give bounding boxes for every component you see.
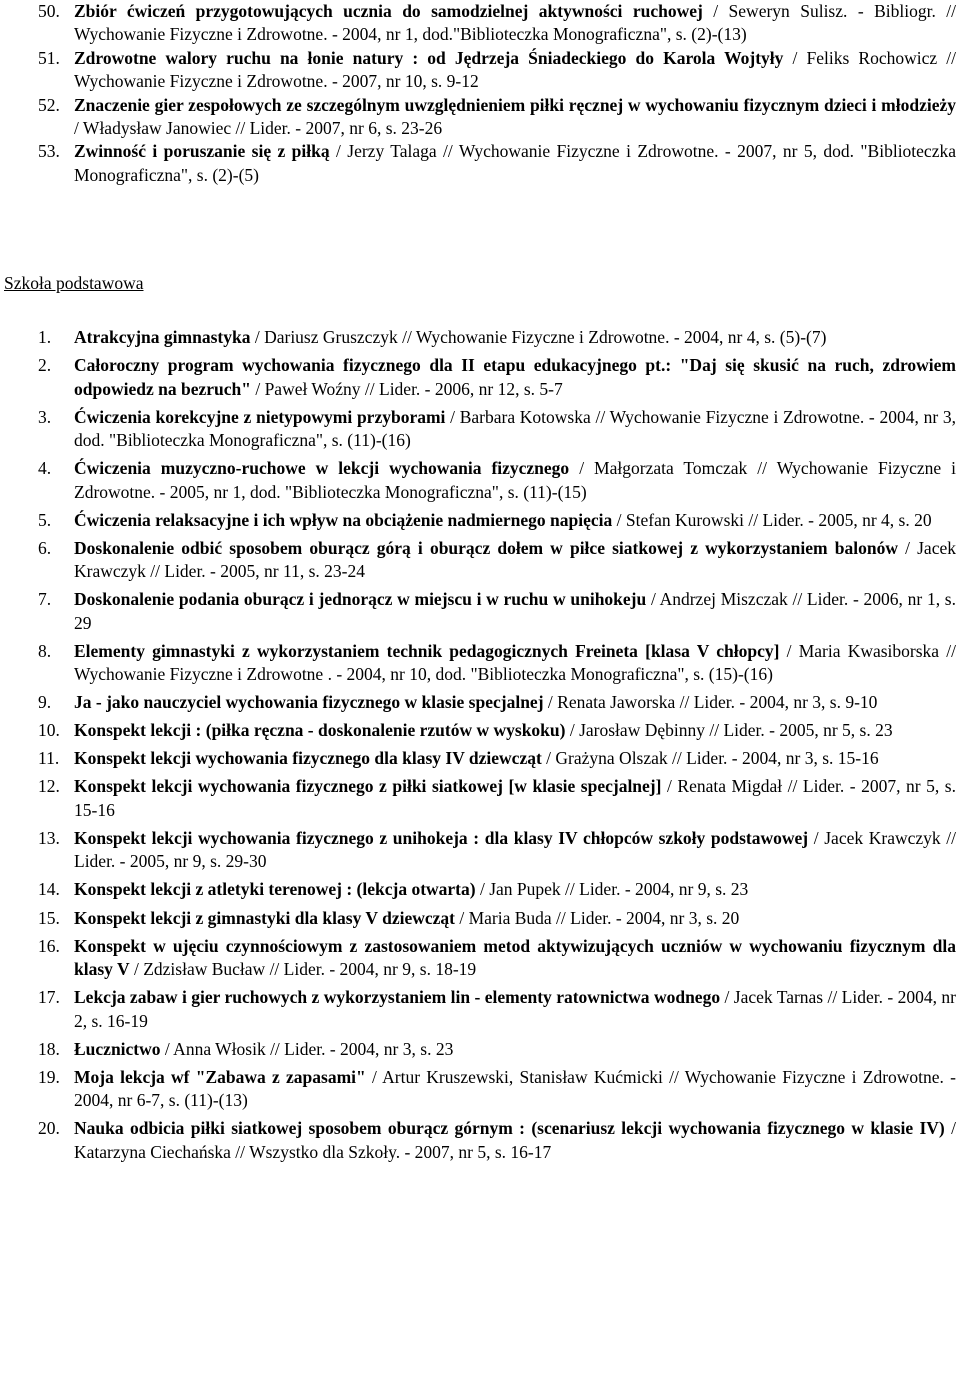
entry-number: 51. (38, 47, 60, 68)
entry-title: Moja lekcja wf "Zabawa z zapasami" (74, 1066, 366, 1087)
entry-title: Konspekt lekcji z gimnastyki dla klasy V dziewcząt (74, 907, 455, 928)
bibliography-entry (0, 878, 960, 901)
entry-number: 5. (38, 509, 52, 530)
bibliography-entry (0, 747, 960, 770)
entry-citation: / Paweł Woźny // Lider. - 2006, nr 12, s. 5-7 (250, 378, 563, 399)
entry-citation: / Renata Jaworska // Lider. - 2004, nr 3, s. 9-10 (543, 692, 878, 713)
entry-number: 6. (38, 537, 52, 558)
entry-citation: / Katarzyna Ciechańska // Wszystko dla Szkoły. - 2007, nr 5, s. 16-17 (74, 1118, 956, 1162)
bibliography-entry (0, 827, 960, 874)
entry-title: Łucznictwo (74, 1038, 161, 1059)
entry-citation: / Artur Kruszewski, Stanisław Kućmicki // Wychowanie Fizyczne i Zdrowotne. - 2004, nr 6-7, s. (11)-(13) (74, 1066, 956, 1111)
bibliography-entry (0, 588, 960, 635)
entry-citation: / Dariusz Gruszczyk // Wychowanie Fizyczne i Zdrowotne. - 2004, nr 4, s. (5)-(7) (250, 327, 827, 347)
entry-title: Konspekt lekcji wychowania fizycznego dla klasy IV dziewcząt (74, 748, 542, 769)
entry-number: 50. (38, 1, 60, 21)
entry-title: Zbiór ćwiczeń przygotowujących ucznia do samodzielnej aktywności ruchowej (74, 1, 703, 21)
entry-title: Konspekt lekcji : (piłka ręczna - doskonalenie rzutów w wyskoku) (74, 720, 566, 741)
entry-number: 16. (38, 935, 60, 956)
entry-title: Atrakcyjna gimnastyka (74, 327, 251, 347)
entry-number: 18. (38, 1038, 60, 1059)
bibliography-entry (0, 935, 960, 982)
entry-citation: / Feliks Rochowicz // Wychowanie Fizyczne i Zdrowotne. - 2007, nr 10, s. 9-12 (74, 47, 956, 92)
entry-citation: / Maria Buda // Lider. - 2004, nr 3, s. 20 (454, 907, 740, 928)
entry-number: 17. (38, 987, 60, 1008)
bibliography-entry (0, 775, 960, 822)
entry-citation: / Seweryn Sulisz. - Bibliogr. // Wychowanie Fizyczne i Zdrowotne. - 2004, nr 1, dod."Biblioteczka Monograficzna", s. (2)-(13) (74, 1, 956, 45)
bibliography-entry (0, 1038, 960, 1061)
bibliography-entry (0, 719, 960, 742)
entry-number: 2. (38, 355, 52, 376)
bibliography-entry (0, 406, 960, 453)
entry-number: 11. (38, 748, 60, 769)
bibliography-entry (0, 509, 960, 532)
entry-title: Ja - jako nauczyciel wychowania fizycznego w klasie specjalnej (74, 692, 544, 713)
entry-number: 12. (38, 776, 60, 797)
entry-citation: / Jacek Tarnas // Lider. - 2004, nr 2, s. 16-19 (74, 987, 957, 1031)
bibliography-entry (0, 640, 960, 687)
entry-title: Konspekt lekcji wychowania fizycznego z unihokeja : dla klasy IV chłopców szkoły podstawowej (74, 827, 809, 848)
entry-title: Ćwiczenia relaksacyjne i ich wpływ na obciążenie nadmiernego napięcia (74, 509, 613, 530)
entry-title: Nauka odbicia piłki siatkowej sposobem oburącz górnym : (scenariusz lekcji wychowania fizycznego w klasie IV) (74, 1118, 945, 1139)
entry-number: 15. (38, 907, 60, 928)
entry-title: Lekcja zabaw i gier ruchowych z wykorzystaniem lin - elementy ratownictwa wodnego (74, 987, 721, 1008)
bibliography-entry (0, 326, 960, 349)
entry-number: 14. (38, 879, 60, 900)
entry-title: Ćwiczenia muzyczno-ruchowe w lekcji wychowania fizycznego (74, 458, 570, 479)
entry-number: 4. (38, 458, 52, 479)
entry-title: Elementy gimnastyki z wykorzystaniem technik pedagogicznych Freineta [klasa V chłopcy] (74, 640, 780, 661)
entry-number: 1. (38, 327, 52, 347)
bibliography-entry (0, 140, 960, 187)
entry-number: 9. (38, 692, 52, 713)
entry-title: Doskonalenie podania oburącz i jednorącz w miejscu i w ruchu w unihokeju (74, 589, 647, 610)
bibliography-entry (0, 0, 960, 47)
entry-citation: / Władysław Janowiec // Lider. - 2007, nr 6, s. 23-26 (74, 118, 443, 139)
entry-title: Doskonalenie odbić sposobem oburącz górą i oburącz dołem w piłce siatkowej z wykorzystaniem balonów (74, 537, 898, 558)
bibliography-list-continued (0, 0, 960, 187)
bibliography-entry (0, 907, 960, 930)
entry-citation: / Barbara Kotowska // Wychowanie Fizyczne i Zdrowotne. - 2004, nr 3, dod. "Biblioteczka Monograficzna", s. (11)-(16) (74, 406, 956, 450)
entry-citation: / Jacek Krawczyk // Lider. - 2005, nr 11, s. 23-24 (74, 537, 956, 582)
entry-title: Znaczenie gier zespołowych ze szczególnym uwzględnieniem piłki ręcznej w wychowaniu fizycznym dzieci i młodzieży (74, 94, 956, 115)
bibliography-entry (0, 691, 960, 714)
entry-citation: / Grażyna Olszak // Lider. - 2004, nr 3, s. 15-16 (541, 748, 879, 769)
entry-citation: / Jan Pupek // Lider. - 2004, nr 9, s. 23 (475, 879, 749, 900)
bibliography-entry (0, 94, 960, 141)
entry-number: 8. (38, 640, 52, 661)
entry-title: Konspekt lekcji z atletyki terenowej : (lekcja otwarta) (74, 879, 476, 900)
bibliography-entry (0, 457, 960, 504)
section-heading: Szkoła podstawowa (4, 273, 144, 293)
entry-title: Ćwiczenia korekcyjne z nietypowymi przyborami (74, 406, 446, 427)
entry-title: Konspekt w ujęciu czynnościowym z zastosowaniem metod aktywizujących uczniów w wychowaniu fizycznym dla klasy V (74, 935, 956, 980)
entry-citation: / Jerzy Talaga // Wychowanie Fizyczne i Zdrowotne. - 2007, nr 5, dod. "Biblioteczka Monograficzna", s. (2)-(5) (74, 141, 956, 185)
bibliography-entry (0, 354, 960, 401)
entry-citation: / Jacek Krawczyk // Lider. - 2005, nr 9, s. 29-30 (74, 827, 956, 872)
entry-citation: / Renata Migdał // Lider. - 2007, nr 5, s. 15-16 (74, 776, 956, 820)
bibliography-entry (0, 1117, 960, 1164)
entry-number: 10. (38, 720, 60, 741)
entry-number: 13. (38, 827, 60, 848)
bibliography-entry (0, 1066, 960, 1113)
entry-title: Zdrowotne walory ruchu na łonie natury : od Jędrzeja Śniadeckiego do Karola Wojtyły (74, 47, 784, 68)
entry-citation: / Zdzisław Bucław // Lider. - 2004, nr 9, s. 18-19 (129, 959, 477, 980)
entry-citation: / Maria Kwasiborska // Wychowanie Fizyczne i Zdrowotne . - 2004, nr 10, dod. "Biblioteczka Monograficzna", s. (15)-(16) (74, 640, 956, 685)
entry-number: 53. (38, 141, 60, 162)
entry-citation: / Małgorzata Tomczak // Wychowanie Fizyczne i Zdrowotne. - 2005, nr 1, dod. "Biblioteczka Monograficzna", s. (11)-(15) (74, 458, 956, 502)
entry-title: Konspekt lekcji wychowania fizycznego z piłki siatkowej [w klasie specjalnej] (74, 776, 662, 797)
entry-citation: / Stefan Kurowski // Lider. - 2005, nr 4, s. 20 (612, 509, 932, 530)
entry-number: 20. (38, 1118, 60, 1139)
bibliography-list-primary-school (0, 326, 960, 1169)
entry-number: 7. (38, 589, 52, 610)
entry-citation: / Anna Włosik // Lider. - 2004, nr 3, s. 23 (160, 1038, 454, 1059)
entry-citation: / Andrzej Miszczak // Lider. - 2006, nr 1, s. 29 (74, 589, 956, 633)
entry-title: Zwinność i poruszanie się z piłką (74, 141, 330, 162)
entry-title: Całoroczny program wychowania fizycznego dla II etapu edukacyjnego pt.: "Daj się skusić na ruch, zdrowiem odpowiedz na bezruch" (74, 355, 956, 399)
bibliography-entry (0, 537, 960, 584)
entry-number: 3. (38, 406, 52, 427)
entry-citation: / Jarosław Dębinny // Lider. - 2005, nr 5, s. 23 (565, 720, 893, 741)
entry-number: 19. (38, 1066, 60, 1087)
bibliography-entry (0, 986, 960, 1033)
entry-number: 52. (38, 94, 60, 115)
bibliography-entry (0, 47, 960, 94)
